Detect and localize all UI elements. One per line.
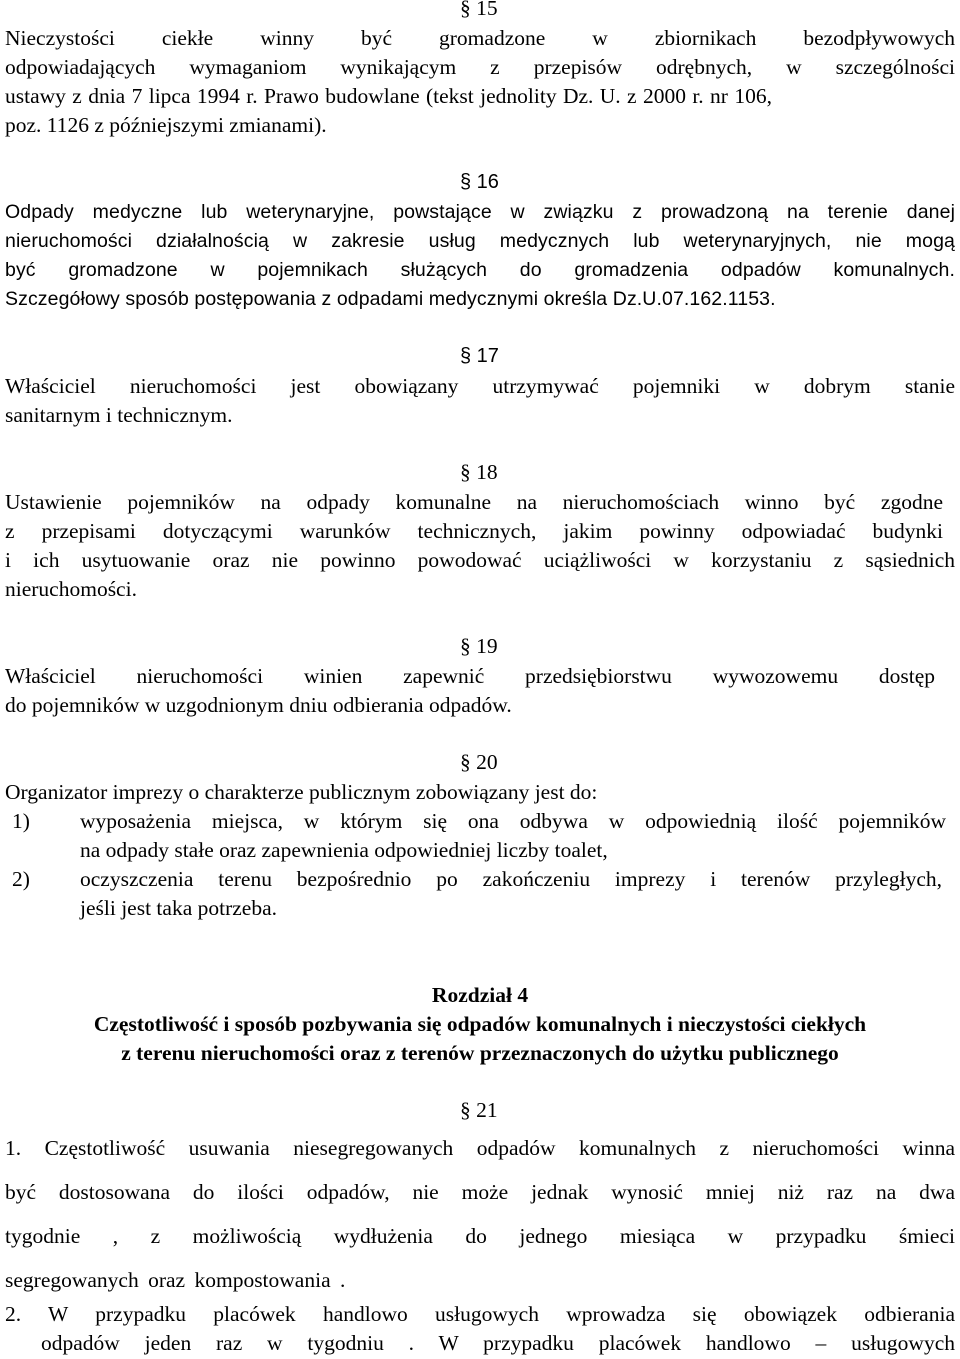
text-line: być gromadzone w pojemnikach służących do gromadzenia odpadów komunalnych. [5,259,955,281]
list-item-text [80,807,946,865]
section-21-paragraph-2 [5,1300,955,1358]
text-line: Nieczystości ciekłe winny być gromadzone w zbiornikach bezodpływowych [5,26,955,50]
text-line: Ustawienie pojemników na odpady komunalne na nieruchomościach winno być zgodne [5,490,943,514]
section-19-text [5,662,935,720]
section-20-intro [5,778,955,807]
chapter-label: Rozdział 4 [431,983,529,1007]
section-21-mark: § 21 [460,1098,498,1122]
text-line: Właściciel nieruchomości jest obowiązany utrzymywać pojemniki w dobrym stanie [5,374,955,398]
text-line: segregowanych oraz kompostowania . [5,1268,346,1292]
text-line: do pojemników w uzgodnionym dniu odbierania odpadów. [5,693,512,717]
text-line: oczyszczenia terenu bezpośrednio po zakończeniu imprezy i terenów przyległych, [80,867,942,891]
text-line: nieruchomości. [5,577,137,601]
chapter-title-line-1: Częstotliwość i sposób pozbywania się odpadów komunalnych i nieczystości ciekłych [93,1012,867,1036]
text-line: z przepisami dotyczącymi warunków technicznych, jakim powinny odpowiadać budynki [5,519,943,543]
text-line: 1. Częstotliwość usuwania niesegregowanych odpadów komunalnych z nieruchomości winna [5,1136,955,1160]
text-line: odpowiadających wymaganiom wynikającym z przepisów odrębnych, w szczególności [5,55,955,79]
section-19-mark: § 19 [460,634,498,658]
text-line: wyposażenia miejsca, w którym się ona odbywa w odpowiednią ilość pojemników [80,809,946,833]
chapter-title-line-2: z terenu nieruchomości oraz z terenów przeznaczonych do użytku publicznego [121,1041,839,1065]
section-16-text [5,198,955,314]
section-15-text [5,24,955,140]
list-number: 2) [12,867,30,891]
text-line: tygodnie , z możliwością wydłużenia do jednego miesiąca w przypadku śmieci [5,1224,955,1248]
section-17-text [5,372,955,430]
section-15-mark: § 15 [460,0,498,20]
text-line: Właściciel nieruchomości winien zapewnić przedsiębiorstwu wywozowemu dostęp [5,664,935,688]
text-line: jeśli jest taka potrzeba. [80,896,278,920]
section-17-mark: § 17 [460,345,499,367]
text-line: ustawy z dnia 7 lipca 1994 r. Prawo budowlane (tekst jednolity Dz. U. z 2000 r. nr 106, [5,84,772,108]
text-line: Szczegółowy sposób postępowania z odpadami medycznymi określa Dz.U.07.162.1153. [5,288,776,310]
text-line: i ich usytuowanie oraz nie powinno powodować uciążliwości w korzystaniu z sąsiednich [5,548,955,572]
text-line: nieruchomości działalnością w zakresie usług medycznych lub weterynaryjnych, nie mogą [5,230,955,252]
text-line: Organizator imprezy o charakterze publicznym zobowiązany jest do: [5,780,598,804]
text-line: być dostosowana do ilości odpadów, nie może jednak wynosić mniej niż raz na dwa [5,1180,955,1204]
section-18-text [5,488,955,604]
section-18-mark: § 18 [460,460,498,484]
text-line: Odpady medyczne lub weterynaryjne, powstające w związku z prowadzoną na terenie danej [5,201,955,223]
section-20-mark: § 20 [460,750,498,774]
text-line: sanitarnym i technicznym. [5,403,233,427]
text-line: odpadów jeden raz w tygodniu . W przypadku placówek handlowo – usługowych [41,1331,955,1355]
text-line: na odpady stałe oraz zapewnienia odpowiedniej liczby toalet, [80,838,608,862]
list-number: 1) [12,809,30,833]
text-line: 2. W przypadku placówek handlowo usługowych wprowadza się obowiązek odbierania [5,1302,955,1326]
section-16-mark: § 16 [460,171,499,193]
text-line: poz. 1126 z późniejszymi zmianami). [5,113,327,137]
section-21-paragraph-1 [5,1126,955,1302]
list-item-text [80,865,942,923]
